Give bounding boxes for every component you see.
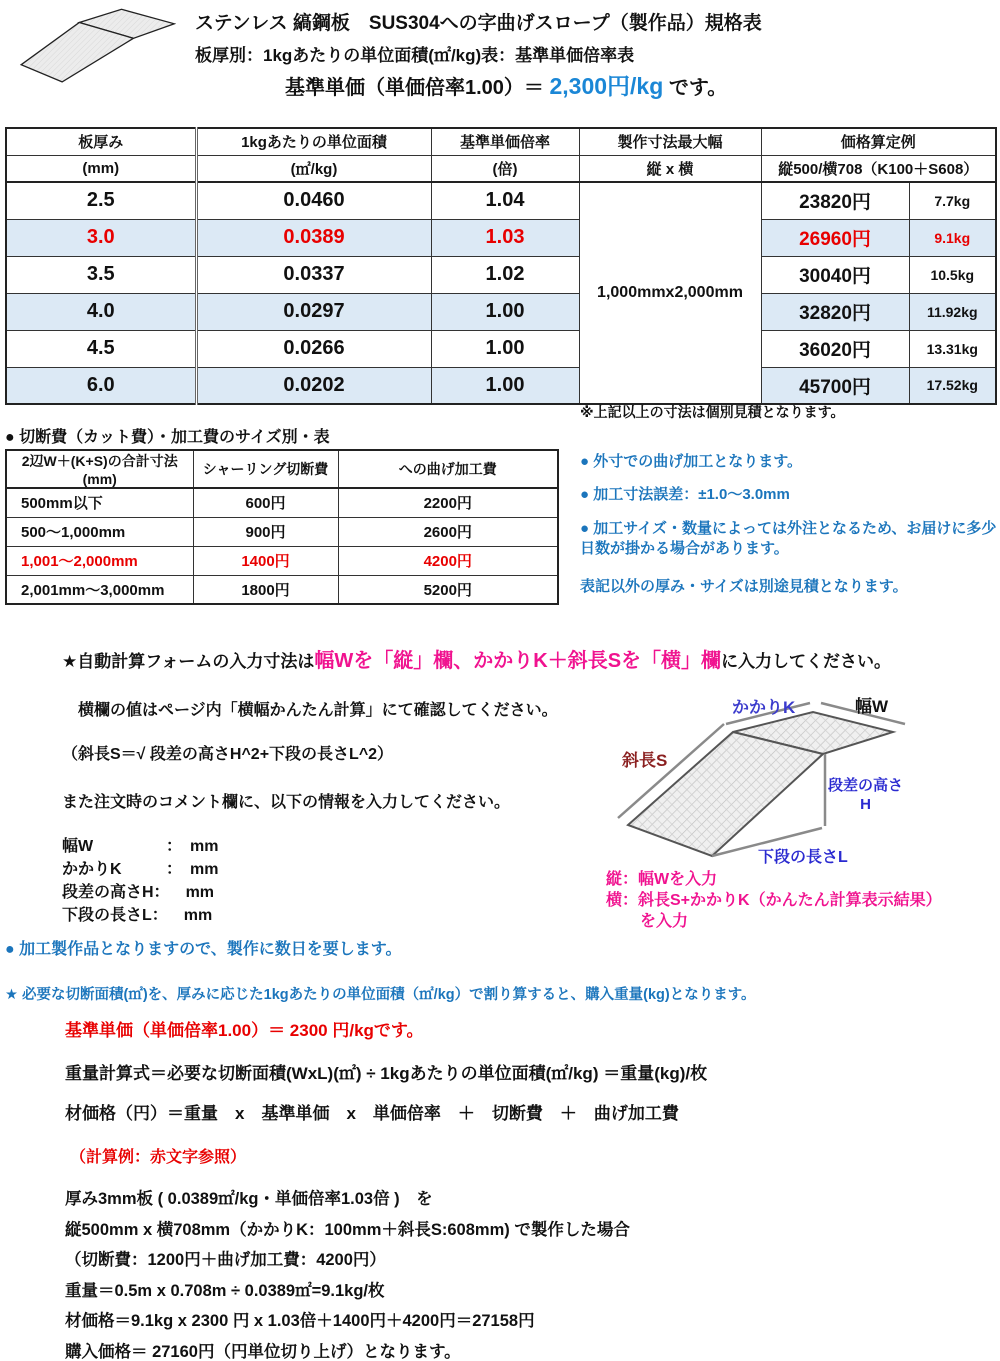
- instruction-prefix: ★自動計算フォームの入力寸法は: [62, 652, 315, 671]
- label-slant-s: 斜長S: [622, 751, 668, 770]
- cell-price: 32820円: [761, 293, 909, 330]
- cell-area: 0.0460: [196, 182, 431, 219]
- cell-bend: 4200円: [338, 546, 558, 575]
- example-line: 購入価格＝ 27160円（円単位切り上げ）となります。: [65, 1342, 461, 1361]
- table-row: [6, 182, 996, 219]
- list-item: [62, 835, 218, 858]
- cell-thickness: 6.0: [6, 367, 196, 404]
- unit: mm: [185, 884, 215, 901]
- label-kakari-k: かかりK: [732, 698, 796, 717]
- label-h: H: [860, 796, 871, 813]
- base-price-line: [285, 68, 727, 101]
- calc-form-instruction: [62, 644, 891, 673]
- table-row: [6, 575, 558, 604]
- page-subtitle: 板厚別：1kgあたりの単位面積(㎡/kg)表：基準単価倍率表: [195, 46, 635, 65]
- table-row: [6, 256, 996, 293]
- col-maxsize-unit: 縦 x 横: [579, 155, 761, 182]
- cell-rate: 1.00: [431, 330, 579, 367]
- example-line: 厚み3mm板 ( 0.0389㎡/kg・単価倍率1.03倍 ) を: [65, 1190, 433, 1208]
- list-item: [62, 858, 218, 881]
- slant-formula: （斜長S＝√ 段差の高さH^2+下段の長さL^2）: [62, 746, 394, 763]
- col-area-unit: (㎡/kg): [196, 155, 431, 182]
- input-label: 段差の高さH：: [62, 884, 170, 901]
- col-example: 価格算定例: [761, 128, 996, 155]
- instruction-suffix: に入力してください。: [721, 652, 892, 671]
- cell-weight: 10.5kg: [909, 256, 996, 293]
- cell-shear: 1400円: [193, 546, 338, 575]
- cell-area: 0.0266: [196, 330, 431, 367]
- cell-shear: 900円: [193, 517, 338, 546]
- spec-header-row-1: [6, 128, 996, 155]
- cell-area: 0.0202: [196, 367, 431, 404]
- cell-rate: 1.00: [431, 367, 579, 404]
- cell-size: 2,001mm～3,000mm: [6, 575, 193, 604]
- cell-rate: 1.00: [431, 293, 579, 330]
- cell-weight: 17.52kg: [909, 367, 996, 404]
- example-line: 材価格＝9.1kg x 2300 円 x 1.03倍＋1400円＋4200円＝27158円: [65, 1312, 535, 1330]
- input-label: 幅W: [62, 838, 94, 855]
- cell-thickness: 3.0: [6, 219, 196, 256]
- price-formula: 材価格（円）＝重量 x 基準単価 x 単価倍率 ＋ 切断費 ＋ 曲げ加工費: [65, 1104, 679, 1123]
- col-rate: 基準単価倍率: [431, 128, 579, 155]
- note-outsourcing: ● 加工サイズ・数量によっては外注となるため、お届けに多少日数が掛かる場合があります。: [580, 519, 997, 557]
- cell-bend: 5200円: [338, 575, 558, 604]
- cell-thickness: 4.5: [6, 330, 196, 367]
- bent-plate-icon: [8, 4, 176, 102]
- col-maxsize: 製作寸法最大幅: [579, 128, 761, 155]
- table-row: [6, 517, 558, 546]
- colon: ：: [166, 838, 175, 855]
- comment-note: また注文時のコメント欄に、以下の情報を入力してください。: [62, 794, 511, 811]
- example-ref-note: （計算例：赤文字参照）: [70, 1149, 247, 1166]
- slope-diagram: [600, 688, 998, 938]
- list-item: [62, 881, 218, 904]
- weight-formula: 重量計算式＝必要な切断面積(WxL)(㎡) ÷ 1kgあたりの単位面積(㎡/kg) ＝重量(kg)/枚: [65, 1064, 708, 1083]
- col-rate-unit: (倍): [431, 155, 579, 182]
- cell-weight: 7.7kg: [909, 182, 996, 219]
- diagram-memo: [606, 869, 942, 932]
- col-total-size: 2辺W＋(K+S)の合計寸法(mm): [6, 450, 193, 488]
- base-price-suffix: です。: [663, 77, 728, 99]
- cell-weight: 13.31kg: [909, 330, 996, 367]
- spec-table: [5, 127, 997, 405]
- memo-horizontal: 横：斜長S+かかりK（かんたん計算表示結果）: [606, 892, 942, 909]
- table-row: [6, 367, 996, 404]
- label-bottom-length-l: 下段の長さL: [758, 849, 848, 866]
- cell-price: 36020円: [761, 330, 909, 367]
- base-price-red: 基準単価（単価倍率1.00）＝ 2300 円/kgです。: [65, 1021, 424, 1040]
- table-row: [6, 293, 996, 330]
- label-step-height-h: [828, 776, 903, 814]
- cell-thickness: 3.5: [6, 256, 196, 293]
- unit: mm: [190, 838, 219, 855]
- cell-shear: 1800円: [193, 575, 338, 604]
- colon: ：: [166, 861, 175, 878]
- example-line: （切断費：1200円＋曲げ加工費：4200円）: [65, 1251, 386, 1269]
- note-other-quote: 表記以外の厚み・サイズは別途見積となります。: [580, 578, 908, 595]
- unit: mm: [190, 861, 219, 878]
- cell-thickness: 2.5: [6, 182, 196, 219]
- note-tolerance: ● 加工寸法誤差：±1.0～3.0mm: [580, 486, 790, 504]
- instruction-highlight: 幅Wを「縦」欄、かかりK＋斜長Sを「横」欄: [314, 650, 722, 672]
- col-example-unit: 縦500/横708（K100＋S608）: [761, 155, 996, 182]
- cell-rate: 1.03: [431, 219, 579, 256]
- page-title: ステンレス 縞鋼板 SUS304への字曲げスロープ（製作品）規格表: [195, 13, 762, 34]
- order-input-list: [62, 835, 218, 927]
- note-bend-outer: ● 外寸での曲げ加工となります。: [580, 453, 803, 470]
- weight-calc-note: ★ 必要な切断面積(㎡)を、厚みに応じた1kgあたりの単位面積（㎡/kg）で割り算すると、購入重量(kg)となります。: [5, 987, 756, 1003]
- spec-table-footnote: ※上記以上の寸法は個別見積となります。: [580, 404, 845, 420]
- table-row-highlighted: [6, 219, 996, 256]
- input-label: 下段の長さL：: [62, 907, 168, 924]
- base-price-value: 2,300円/kg: [549, 73, 664, 99]
- unit: mm: [183, 907, 213, 924]
- input-label: かかりK: [62, 861, 122, 878]
- production-days-note: ● 加工製作品となりますので、製作に数日を要します。: [5, 941, 402, 958]
- spec-header-row-2: [6, 155, 996, 182]
- base-price-prefix: 基準単価（単価倍率1.00）＝: [285, 77, 550, 99]
- cell-size: 1,001～2,000mm: [6, 546, 193, 575]
- label-width-w: 幅W: [855, 697, 889, 716]
- example-line: 縦500mm x 横708mm（かかりK：100mm＋斜長S:608mm) で製作した場合: [65, 1220, 630, 1239]
- list-item: [62, 904, 218, 927]
- col-area: 1kgあたりの単位面積: [196, 128, 431, 155]
- cell-shear: 600円: [193, 488, 338, 517]
- cell-weight: 9.1kg: [909, 219, 996, 256]
- cell-price: 26960円: [761, 219, 909, 256]
- cell-price: 23820円: [761, 182, 909, 219]
- col-shear-fee: シャーリング切断費: [193, 450, 338, 488]
- cell-size: 500～1,000mm: [6, 517, 193, 546]
- cell-area: 0.0389: [196, 219, 431, 256]
- cut-fee-table: [5, 449, 559, 605]
- cell-weight: 11.92kg: [909, 293, 996, 330]
- memo-vertical: 縦：幅Wを入力: [606, 871, 718, 888]
- col-bend-fee: への曲げ加工費: [338, 450, 558, 488]
- col-thickness: 板厚み: [6, 128, 196, 155]
- cell-size: 500mm以下: [6, 488, 193, 517]
- cell-bend: 2200円: [338, 488, 558, 517]
- cut-table-title: ● 切断費（カット費）・加工費のサイズ別・表: [5, 429, 330, 446]
- cut-header-row: [6, 450, 558, 488]
- table-row-highlighted: [6, 546, 558, 575]
- cell-thickness: 4.0: [6, 293, 196, 330]
- cell-area: 0.0337: [196, 256, 431, 293]
- cell-area: 0.0297: [196, 293, 431, 330]
- cell-rate: 1.04: [431, 182, 579, 219]
- label-step-height-text: 段差の高さ: [828, 777, 904, 794]
- table-row: [6, 330, 996, 367]
- cell-price: 45700円: [761, 367, 909, 404]
- table-row: [6, 488, 558, 517]
- cell-price: 30040円: [761, 256, 909, 293]
- cell-maxsize: 1,000mmx2,000mm: [579, 182, 761, 404]
- example-line: 重量＝0.5m x 0.708m ÷ 0.0389㎡=9.1kg/枚: [65, 1281, 385, 1300]
- col-thickness-unit: (mm): [6, 155, 196, 182]
- blue-notes: [580, 452, 1000, 610]
- calc-example-block: [65, 1184, 630, 1361]
- cell-bend: 2600円: [338, 517, 558, 546]
- cell-rate: 1.02: [431, 256, 579, 293]
- memo-input: を入力: [640, 913, 689, 930]
- kakunin-note: 横欄の値はページ内「横幅かんたん計算」にて確認してください。: [78, 702, 558, 719]
